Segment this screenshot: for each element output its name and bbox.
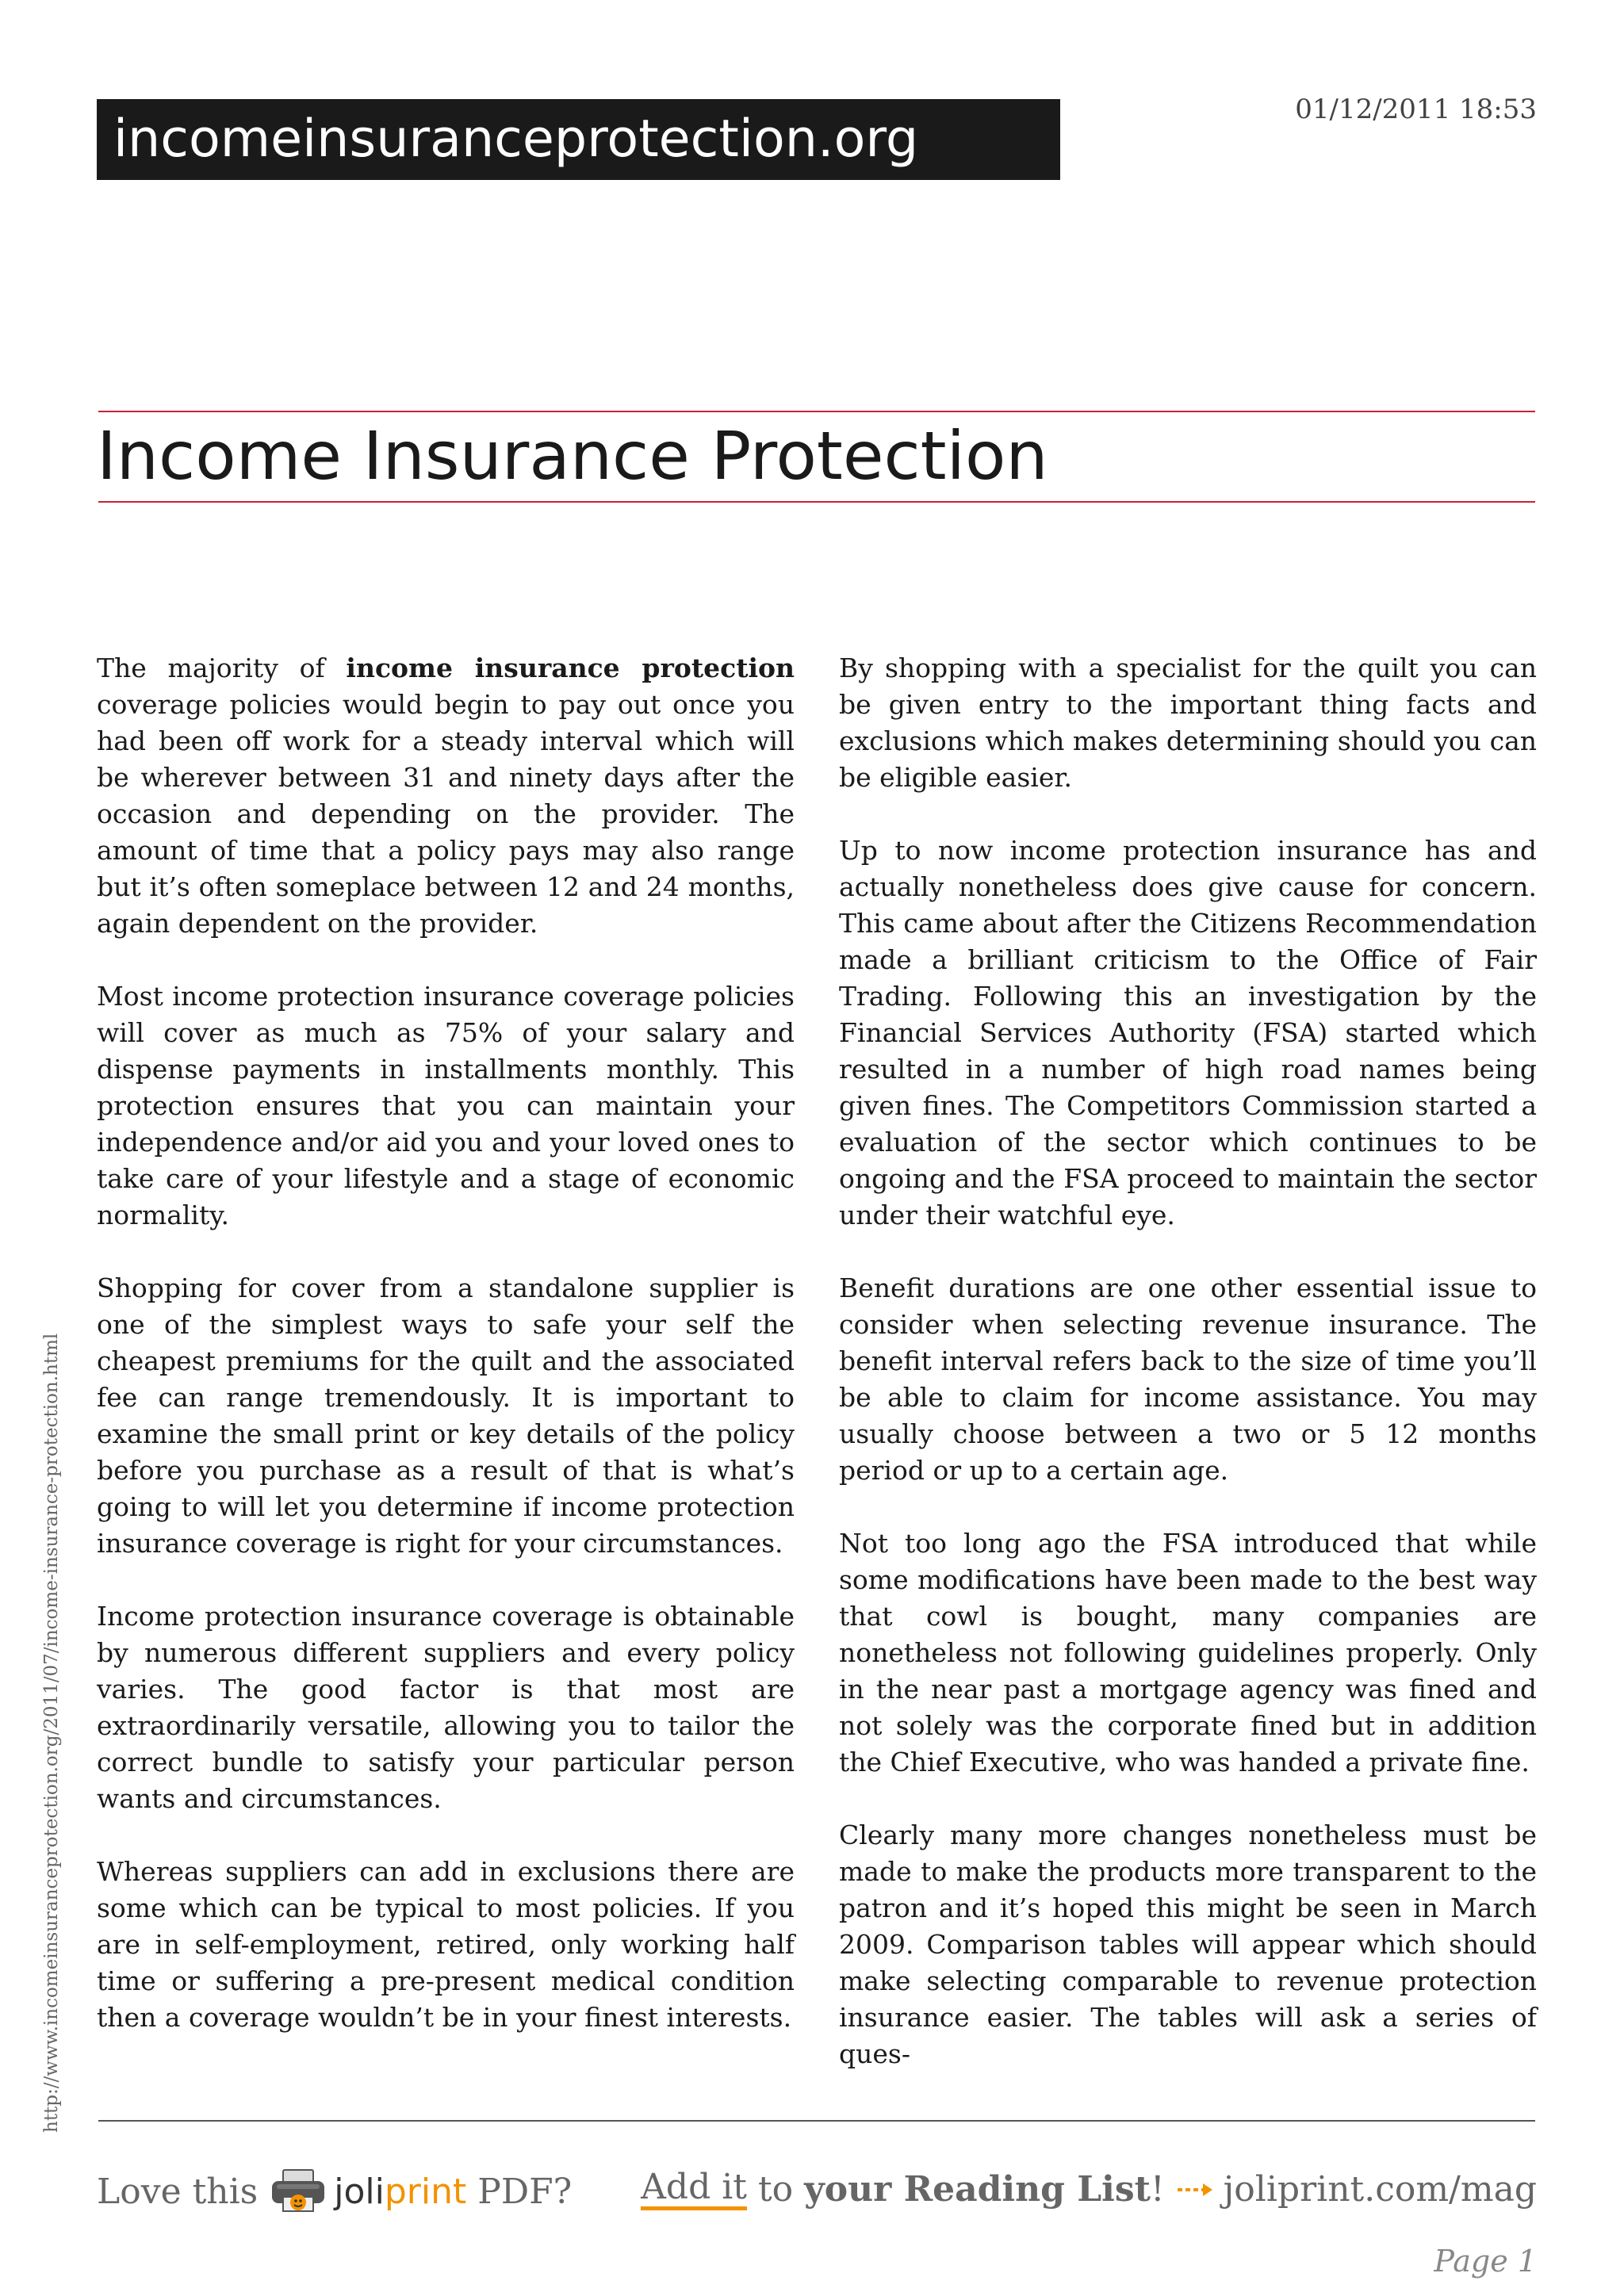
title-rule-bottom bbox=[98, 501, 1535, 503]
paragraph: Benefit durations are one other essential issue to consider when selecting revenue insurance. The benefit interval refers back to the size of time you’ll be able to claim for income assistance. You may usually choose between a two or 5 12 months period or up to a certain age. bbox=[839, 1272, 1537, 1486]
page-number: Page 1 bbox=[1434, 2244, 1537, 2279]
love-this-text: Love this bbox=[97, 2171, 259, 2212]
paragraph: Whereas suppliers can add in exclusions there are some which can be typical to most policies. If you are in self-employment, retired, only working half time or suffering a pre-present medical condition then a coverage wouldn’t be in your finest interests. bbox=[97, 1856, 795, 2033]
paragraph: Shopping for cover from a standalone supplier is one of the simplest ways to safe your self the cheapest premiums for the quilt and the associated fee can range tremendously. It is important to examine the small print or key details of the policy before you purchase as a result of that is what’s going to will let you determine if income protection insurance coverage is right for your circumstances. bbox=[97, 1272, 795, 1559]
footer-rule bbox=[98, 2120, 1535, 2122]
paragraph bbox=[97, 650, 795, 942]
joliprint-logo[interactable] bbox=[334, 2172, 466, 2212]
article-column-right bbox=[839, 650, 1537, 2109]
paragraph-rest: coverage policies would begin to pay out once you had been off work for a steady interval which will be wherever between 31 and ninety days after the occasion and depending on the provider. The amount of time that a policy pays may also range but it’s often someplace between 12 and 24 months, again dependent on the provider. bbox=[97, 689, 795, 939]
reading-list-text: your Reading List bbox=[804, 2169, 1151, 2210]
paragraph: Most income protection insurance coverage policies will cover as much as 75% of your salary and dispense payments in installments monthly. This protection ensures that you can maintain your independence and/or aid you and your loved ones to take care of your lifestyle and a stage of economic normality. bbox=[97, 981, 795, 1230]
joliprint-mag-link[interactable]: joliprint.com/mag bbox=[1223, 2169, 1537, 2210]
keyword-bold: income insurance protection bbox=[346, 652, 795, 683]
paragraph: Not too long ago the FSA introduced that while some modifications have been made to the best way that cowl is bought, many companies are nonetheless not following guidelines properly. Only in the near past a mortgage agency was fined and not solely was the corporate fined but in addition the Chief Executive, who was handed a private fine. bbox=[839, 1528, 1537, 1777]
exclamation-text: ! bbox=[1150, 2169, 1165, 2210]
article-column-left bbox=[97, 650, 795, 2072]
page-title: Income Insurance Protection bbox=[97, 417, 1048, 495]
paragraph-lead: The majority of bbox=[97, 652, 347, 683]
footer-reading-list bbox=[641, 2168, 1537, 2210]
to-text: to bbox=[758, 2169, 794, 2210]
paragraph: Income protection insurance coverage is obtainable by numerous different suppliers and every policy varies. The good factor is that most are extraordinarily versatile, allowing you to tailor the correct bundle to satisfy your particular person wants and circumstances. bbox=[97, 1601, 795, 1814]
paragraph: Up to now income protection insurance has and actually nonetheless does give cause for concern. This came about after the Citizens Recommendation made a brilliant criticism to the Office of Fair Trading. Following this an investigation by the Financial Services Authority (FSA) started which resulted in a number of high road names being given fines. The Competitors Commission started a evaluation of the sector which continues to be ongoing and the FSA proceed to maintain the sector under their watchful eye. bbox=[839, 835, 1537, 1230]
brand-joli: joli bbox=[334, 2171, 385, 2212]
arrow-right-icon bbox=[1176, 2182, 1214, 2198]
title-rule-top bbox=[98, 411, 1535, 412]
add-it-link[interactable]: Add it bbox=[641, 2168, 747, 2210]
paragraph: Clearly many more changes nonetheless must be made to make the products more transparent to the patron and it’s hoped this might be seen in March 2009. Comparison tables will appear which should make selecting comparable to revenue protection insurance easier. The tables will ask a series of ques- bbox=[839, 1820, 1537, 2069]
paragraph: By shopping with a specialist for the quilt you can be given entry to the important thing facts and exclusions which makes determining should you can be eligible easier. bbox=[839, 652, 1537, 793]
brand-print: print bbox=[384, 2171, 467, 2212]
footer bbox=[97, 2168, 1537, 2224]
pdf-question: PDF? bbox=[477, 2171, 573, 2212]
footer-promo bbox=[97, 2168, 572, 2214]
printer-icon bbox=[269, 2168, 327, 2214]
site-name-badge[interactable]: incomeinsuranceprotection.org bbox=[97, 99, 1060, 180]
source-url-vertical[interactable]: http://www.incomeinsuranceprotection.org/2011/07/income-insurance-protection.html bbox=[41, 1333, 62, 2133]
timestamp: 01/12/2011 18:53 bbox=[1295, 94, 1537, 125]
